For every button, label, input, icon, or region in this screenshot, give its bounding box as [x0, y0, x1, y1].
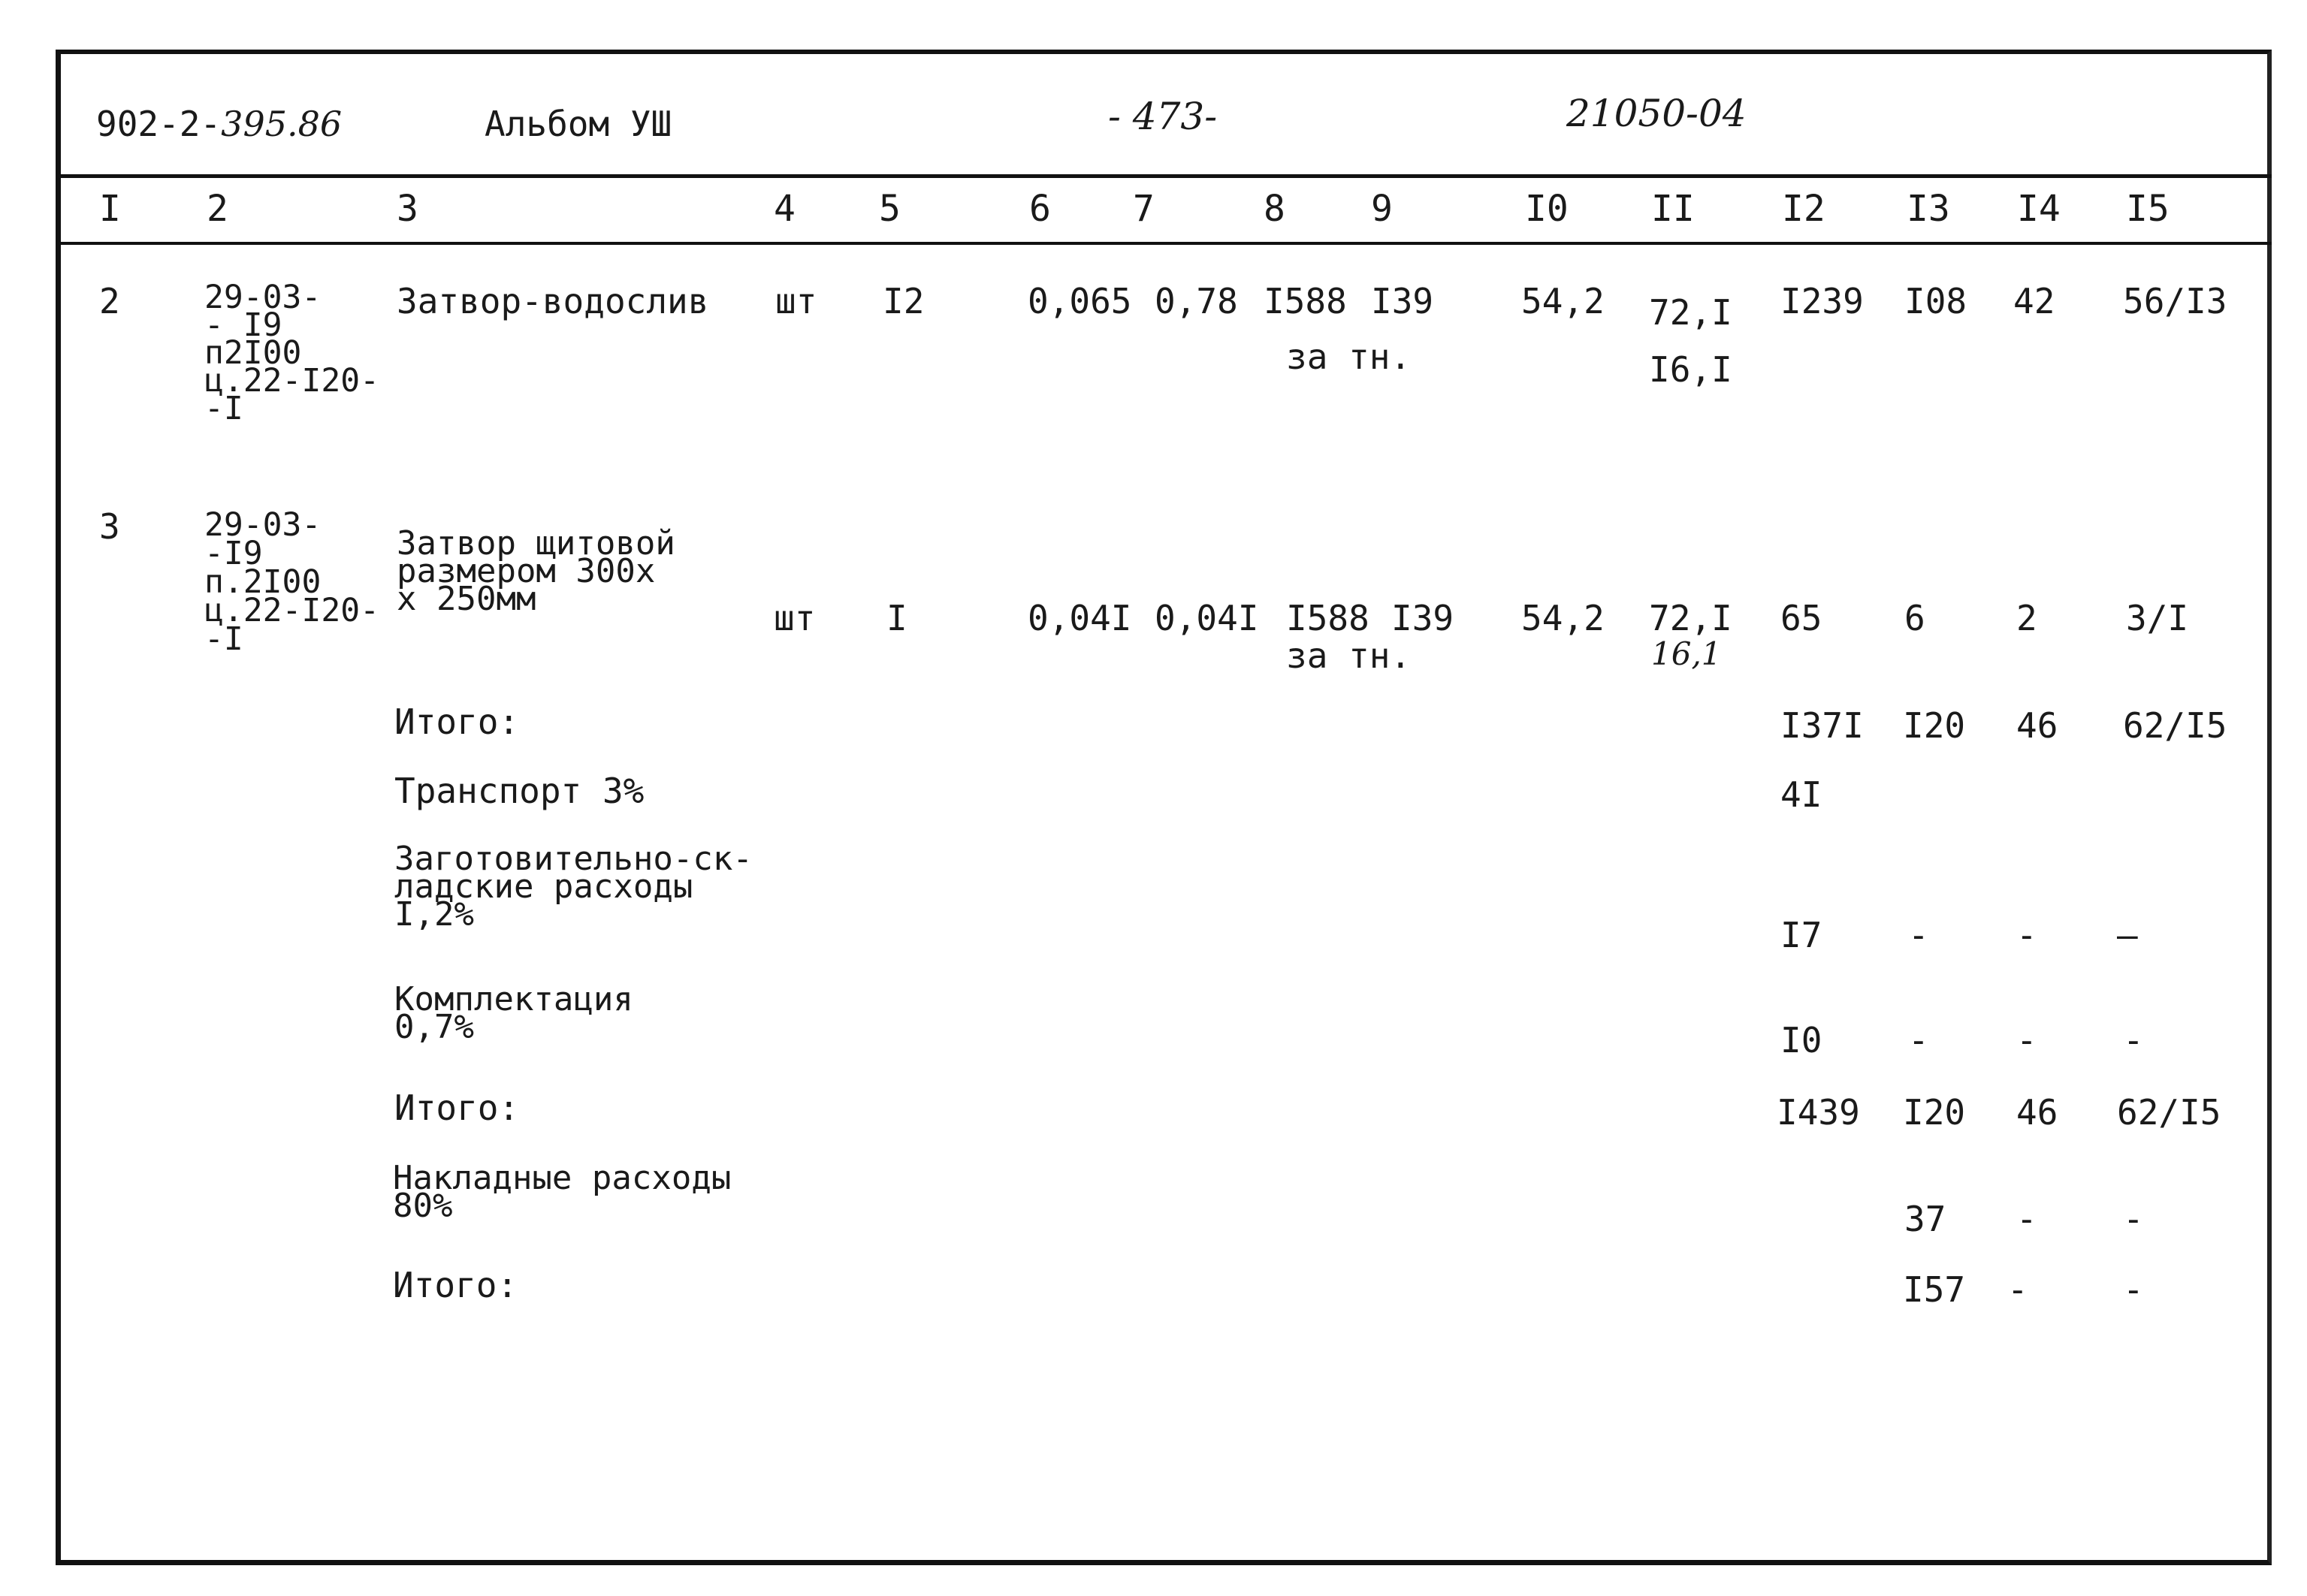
album-title: Альбом УШ	[485, 104, 672, 144]
item-name: Затвор-водослив	[397, 281, 709, 321]
summary-machine-wages: -	[2123, 1199, 2144, 1239]
column-number: 8	[1264, 188, 1285, 230]
summary-total-cost: 4I	[1780, 774, 1822, 815]
summary-machines: 46	[2016, 705, 2058, 746]
column-header-rule	[56, 242, 2272, 245]
summary-label: Итого:	[394, 1088, 520, 1128]
summary-label: Заготовительно-ск- ладские расходы I,2%	[394, 840, 753, 934]
summary-machine-wages: 62/I5	[2117, 1092, 2221, 1133]
item-name: Затвор щитовой размером 300х х 250мм	[397, 524, 675, 618]
column-number: 5	[879, 188, 901, 230]
coefficient: 54,2	[1521, 281, 1605, 321]
wages: 6	[1904, 598, 1925, 638]
wages: I08	[1904, 281, 1967, 321]
summary-wages: I57	[1903, 1269, 1966, 1310]
summary-wages: I20	[1903, 1092, 1966, 1133]
column-number: II	[1651, 188, 1695, 230]
total-weight: 0,04I	[1155, 598, 1259, 638]
total-weight: 0,78	[1155, 281, 1238, 321]
row-number: 2	[99, 281, 120, 321]
summary-label: Накладные расходы 80%	[393, 1159, 732, 1225]
summary-wages: 37	[1904, 1199, 1946, 1239]
summary-machines: -	[2016, 915, 2037, 955]
unit: шт	[774, 598, 816, 638]
column-number: I5	[2126, 188, 2170, 230]
price-unit-note: за тн.	[1286, 635, 1412, 676]
doc-code: 902-2-395.86	[96, 104, 343, 144]
summary-machine-wages: -	[2123, 1020, 2144, 1060]
summary-machines: -	[2016, 1199, 2037, 1239]
column-number: I3	[1907, 188, 1950, 230]
doc-code-handwritten: 395.86	[221, 104, 343, 144]
summary-machines: -	[2007, 1269, 2028, 1310]
summary-wages: -	[1908, 1020, 1929, 1060]
price-reference: 29-03- - I9 п2I00 ц.22-I20- -I	[204, 279, 379, 427]
total-cost: I239	[1780, 281, 1864, 321]
machine-wages: 3/I	[2126, 598, 2189, 638]
summary-total-cost: I0	[1780, 1020, 1822, 1060]
price-reference: 29-03- -I9 п.2I00 ц.22-I20- -I	[204, 506, 379, 658]
coefficient: 54,2	[1521, 598, 1605, 638]
summary-machine-wages: 62/I5	[2123, 705, 2227, 746]
unit: шт	[775, 281, 817, 321]
row-number: 3	[99, 506, 120, 547]
quantity: I	[886, 598, 907, 638]
summary-machine-wages: -	[2123, 1269, 2144, 1310]
page-frame	[56, 50, 2272, 1565]
unit-weight: 0,065	[1028, 281, 1132, 321]
column-number: 2	[207, 188, 228, 230]
summary-label: Итого:	[394, 701, 520, 742]
unit-price: I588	[1286, 598, 1369, 638]
machines: 2	[2016, 598, 2037, 638]
rate-handwritten: 16,1	[1651, 635, 1722, 672]
column-number: 4	[774, 188, 796, 230]
summary-label: Итого:	[393, 1265, 518, 1305]
rate: 72,I	[1649, 598, 1732, 638]
unit-cost: I39	[1371, 281, 1434, 321]
summary-label: Транспорт 3%	[394, 771, 645, 811]
price-unit-note: за тн.	[1286, 336, 1412, 377]
summary-wages: -	[1908, 915, 1929, 955]
summary-total-cost: I7	[1780, 915, 1822, 955]
summary-machines: 46	[2016, 1092, 2058, 1133]
machines: 42	[2013, 281, 2055, 321]
quantity: I2	[883, 281, 925, 321]
summary-wages: I20	[1903, 705, 1966, 746]
total-cost: 65	[1780, 598, 1822, 638]
summary-total-cost: I439	[1777, 1092, 1860, 1133]
column-number: I0	[1525, 188, 1569, 230]
rate: 72,I I6,I	[1649, 292, 1732, 390]
column-number: I2	[1782, 188, 1825, 230]
summary-label: Комплектация 0,7%	[394, 980, 633, 1046]
column-number: I4	[2017, 188, 2061, 230]
summary-machines: -	[2016, 1020, 2037, 1060]
column-number: I	[99, 188, 121, 230]
column-number: 9	[1371, 188, 1393, 230]
column-number: 6	[1029, 188, 1051, 230]
page-number: - 473-	[1108, 95, 1218, 138]
reference-number: 21050-04	[1566, 92, 1747, 135]
column-number: 3	[397, 188, 418, 230]
column-number: 7	[1133, 188, 1155, 230]
unit-cost: I39	[1391, 598, 1454, 638]
summary-machine-wages: —	[2117, 915, 2138, 955]
header-rule	[56, 174, 2272, 178]
unit-weight: 0,04I	[1028, 598, 1132, 638]
unit-price: I588	[1264, 281, 1347, 321]
machine-wages: 56/I3	[2123, 281, 2227, 321]
summary-total-cost: I37I	[1780, 705, 1864, 746]
